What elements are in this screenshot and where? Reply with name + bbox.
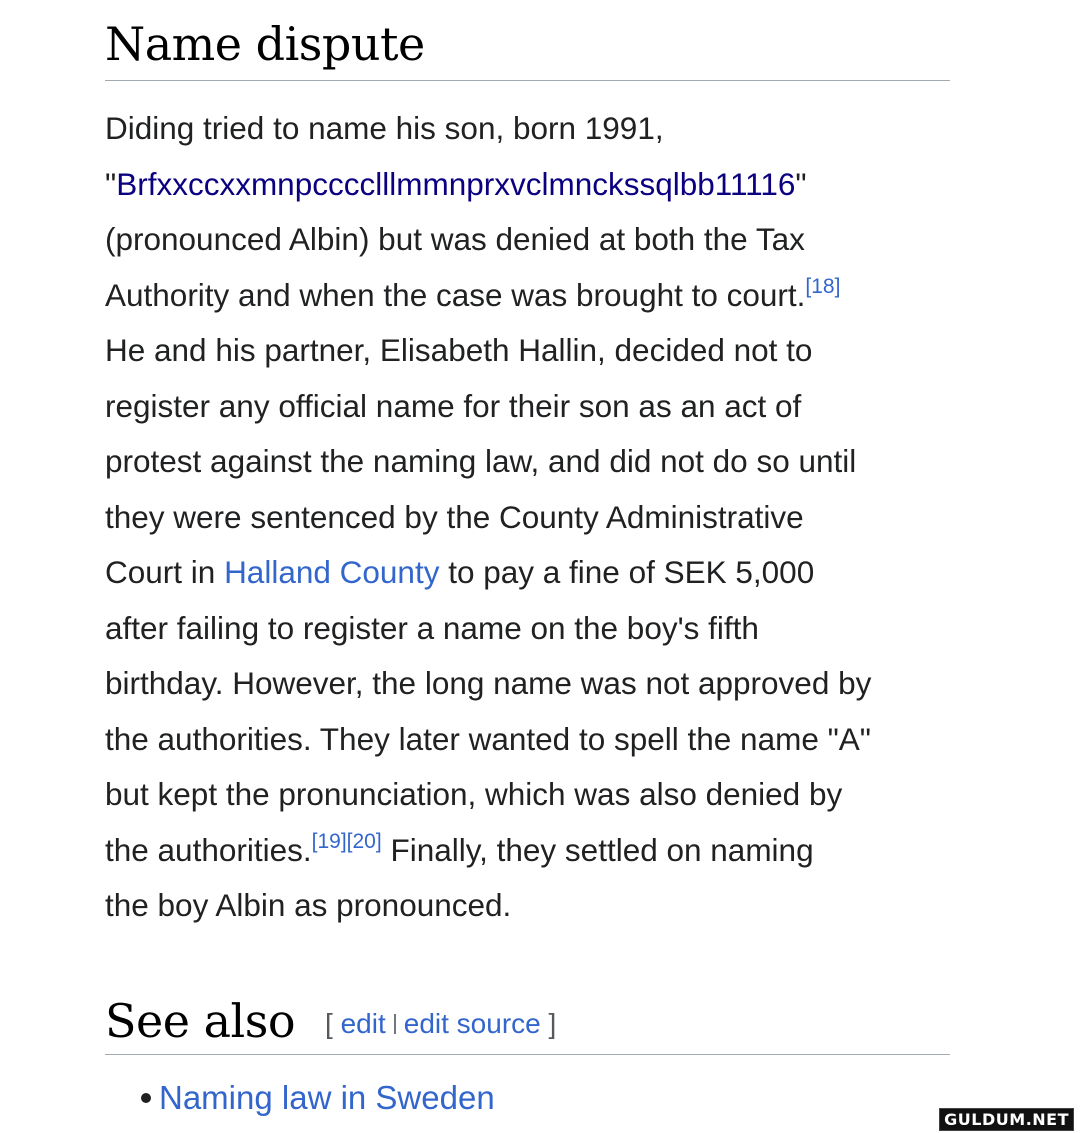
paragraph-line: the authorities. They later wanted to spell the name "A" [105, 720, 871, 757]
edit-source-link[interactable]: edit source [403, 1008, 541, 1039]
paragraph-line: register any official name for their son as an act of [105, 387, 802, 424]
paragraph-line: Diding tried to name his son, born 1991, [105, 110, 664, 146]
paragraph-line [105, 545, 955, 601]
paragraph-line: but kept the pronunciation, which was also denied by [105, 776, 843, 812]
quote-close: " [795, 165, 807, 202]
see-also-title: See also [105, 994, 296, 1048]
long-name-text: Brfxxccxxmnpcccclllmmnprxvclmnckssqlbb11116 [116, 165, 796, 202]
line-text: to pay a fine of SEK 5,000 [439, 554, 815, 590]
name-dispute-paragraph [105, 101, 955, 934]
see-also-list [141, 1072, 495, 1124]
paragraph-line [105, 823, 955, 879]
paragraph-line: protest against the naming law, and did not do so until [105, 443, 857, 479]
line-text: Court in [105, 554, 225, 590]
bullet-icon [141, 1093, 151, 1103]
paragraph-line: the boy Albin as pronounced. [105, 887, 512, 923]
list-item [141, 1072, 495, 1124]
paragraph-line [105, 268, 955, 324]
paragraph-line: they were sentenced by the County Administrative [105, 498, 804, 535]
citation-19-link[interactable]: [19] [311, 829, 347, 853]
edit-separator [394, 1014, 396, 1034]
citation-20-link[interactable]: [20] [346, 829, 382, 853]
paragraph-line: He and his partner, Elisabeth Hallin, decided not to [105, 332, 813, 368]
edit-link[interactable]: edit [340, 1008, 386, 1039]
section-heading-see-also [105, 992, 950, 1055]
paragraph-line: birthday. However, the long name was not approved by [105, 665, 872, 701]
citation-18-link[interactable]: [18] [805, 274, 841, 298]
halland-county-link[interactable]: Halland County [224, 554, 440, 590]
edit-bracket-open: [ [325, 1008, 333, 1039]
line-text: Authority and when the case was brought to court. [105, 276, 806, 313]
line-text: Finally, they settled on naming [381, 831, 814, 868]
edit-section-links [325, 1008, 556, 1039]
line-text: the authorities. [105, 831, 312, 868]
paragraph-line: (pronounced Albin) but was denied at both the Tax [105, 221, 805, 257]
quote-open: " [105, 165, 117, 202]
paragraph-line [105, 157, 955, 213]
paragraph-line: after failing to register a name on the boy's fifth [105, 609, 759, 646]
section-heading-name-dispute: Name dispute [105, 14, 950, 81]
edit-bracket-close: ] [548, 1008, 557, 1039]
naming-law-in-sweden-link[interactable]: Naming law in Sweden [159, 1079, 495, 1116]
watermark-logo: GULDUM.NET [939, 1108, 1074, 1131]
